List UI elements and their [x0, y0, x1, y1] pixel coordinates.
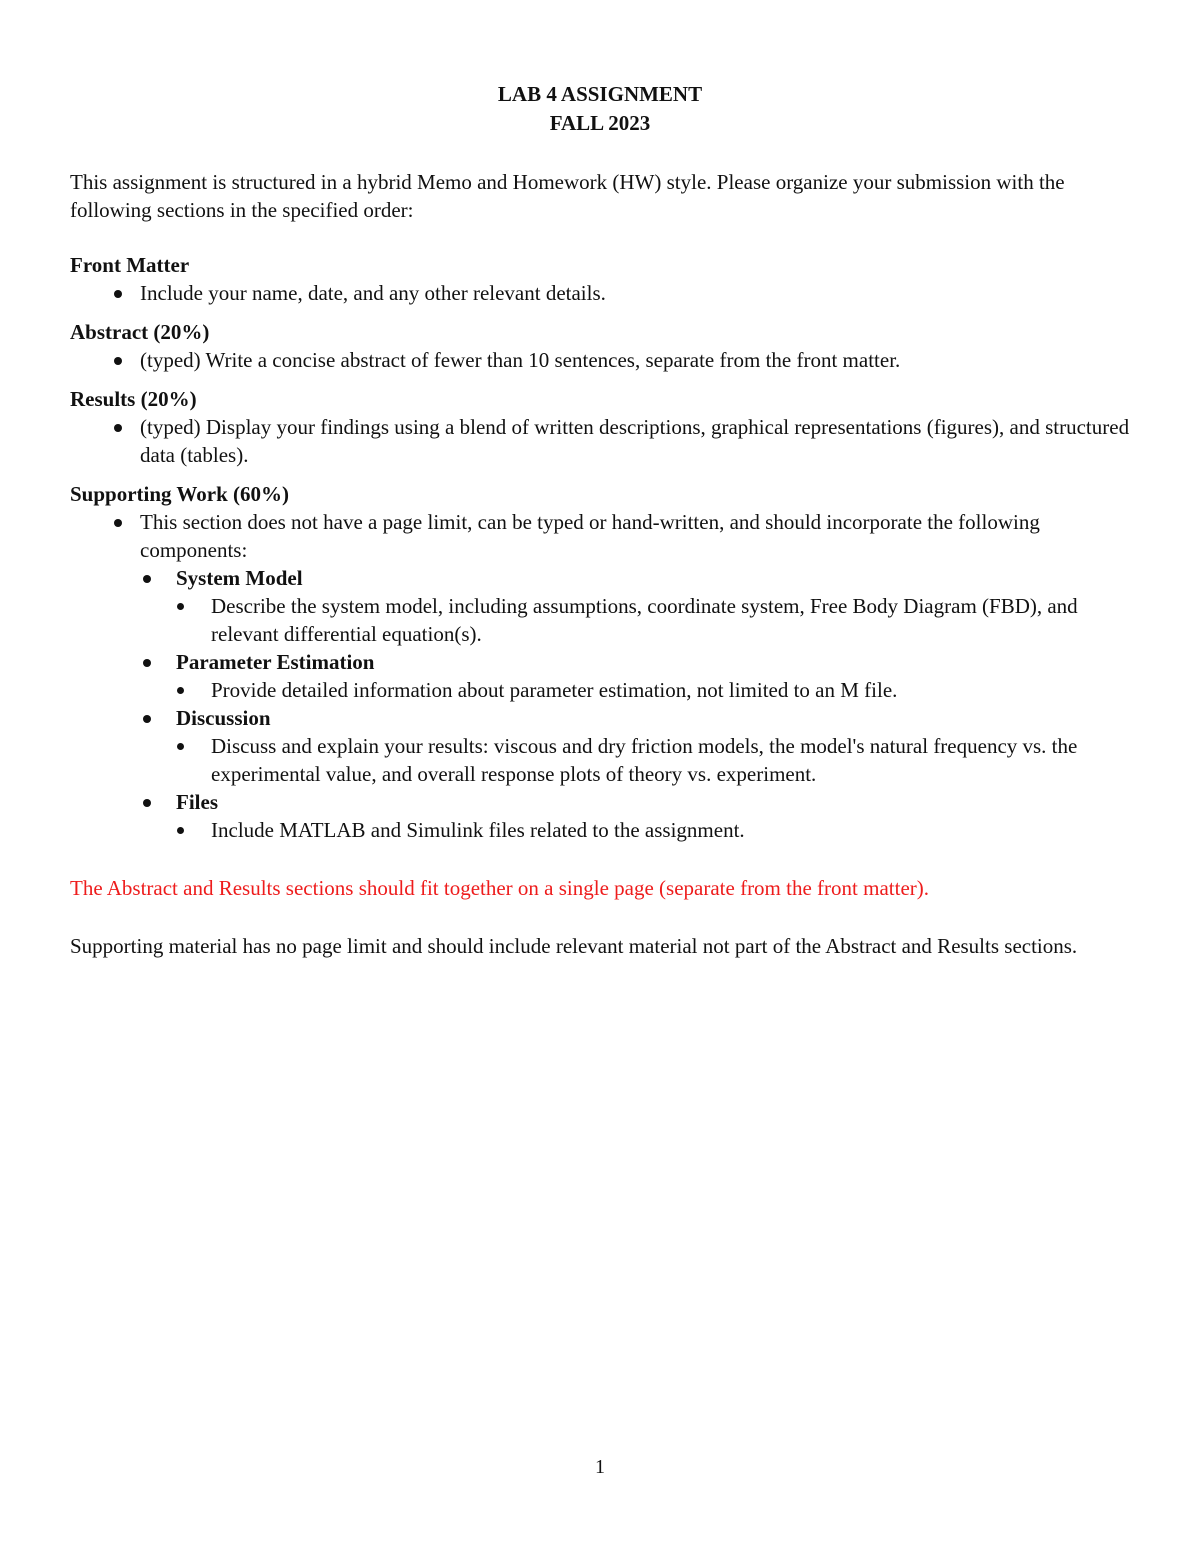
section-heading-abstract: Abstract (20%)	[70, 320, 210, 344]
component-heading: Files	[176, 790, 218, 814]
list-item	[70, 279, 1130, 307]
bullet-icon	[177, 743, 184, 750]
bullet-icon	[143, 799, 151, 807]
list-item	[70, 508, 1130, 564]
bullet-icon	[177, 827, 184, 834]
bullet-icon	[114, 290, 122, 298]
component-detail-text: Include MATLAB and Simulink files related to the assignment.	[211, 818, 745, 842]
component-detail-text: Discuss and explain your results: viscous and dry friction models, the model's natural frequency vs. the experimental value, and overall response plots of theory vs. experiment.	[211, 734, 1078, 786]
component-detail	[70, 676, 1130, 704]
component-system-model	[70, 564, 1130, 592]
component-detail	[70, 592, 1130, 648]
list-item	[70, 413, 1130, 469]
component-detail-text: Provide detailed information about parameter estimation, not limited to an M file.	[211, 678, 898, 702]
bullet-icon	[143, 715, 151, 723]
list-item-text: Include your name, date, and any other relevant details.	[140, 281, 606, 305]
supporting-work-list	[70, 508, 1130, 844]
bullet-icon	[177, 687, 184, 694]
component-detail-text: Describe the system model, including assumptions, coordinate system, Free Body Diagram (FBD), and relevant differential equation(s).	[211, 594, 1078, 646]
bullet-icon	[114, 424, 122, 432]
closing-paragraph: Supporting material has no page limit and should include relevant material not part of the Abstract and Results sections.	[70, 934, 1078, 958]
component-heading: Discussion	[176, 706, 271, 730]
page-number: 1	[595, 1456, 605, 1478]
section-heading-results: Results (20%)	[70, 387, 197, 411]
list-item-text: (typed) Write a concise abstract of fewer than 10 sentences, separate from the front matter.	[140, 348, 901, 372]
component-parameter-estimation	[70, 648, 1130, 676]
section-heading-front-matter: Front Matter	[70, 253, 190, 277]
abstract-list	[70, 346, 1130, 374]
red-note: The Abstract and Results sections should fit together on a single page (separate from the front matter).	[70, 876, 930, 900]
title-line-1: LAB 4 ASSIGNMENT	[497, 82, 703, 106]
list-item	[70, 346, 1130, 374]
bullet-icon	[114, 519, 122, 527]
intro-paragraph: This assignment is structured in a hybrid Memo and Homework (HW) style. Please organize your submission with the following sections in the specified order:	[70, 170, 1065, 222]
list-item-text: (typed) Display your findings using a blend of written descriptions, graphical representations (figures), and structured data (tables).	[140, 415, 1130, 467]
component-detail	[70, 732, 1130, 788]
bullet-icon	[114, 357, 122, 365]
results-list	[70, 413, 1130, 469]
section-heading-supporting-work: Supporting Work (60%)	[70, 482, 289, 506]
document-title	[70, 80, 1130, 138]
component-files	[70, 788, 1130, 816]
bullet-icon	[177, 603, 184, 610]
component-detail	[70, 816, 1130, 844]
front-matter-list	[70, 279, 1130, 307]
bullet-icon	[143, 659, 151, 667]
component-discussion	[70, 704, 1130, 732]
title-line-2: FALL 2023	[549, 111, 651, 135]
list-item-text: This section does not have a page limit, can be typed or hand-written, and should incorporate the following components:	[140, 510, 1040, 562]
document-page	[70, 80, 1130, 960]
component-heading: System Model	[176, 566, 303, 590]
bullet-icon	[143, 575, 151, 583]
component-heading: Parameter Estimation	[176, 650, 375, 674]
